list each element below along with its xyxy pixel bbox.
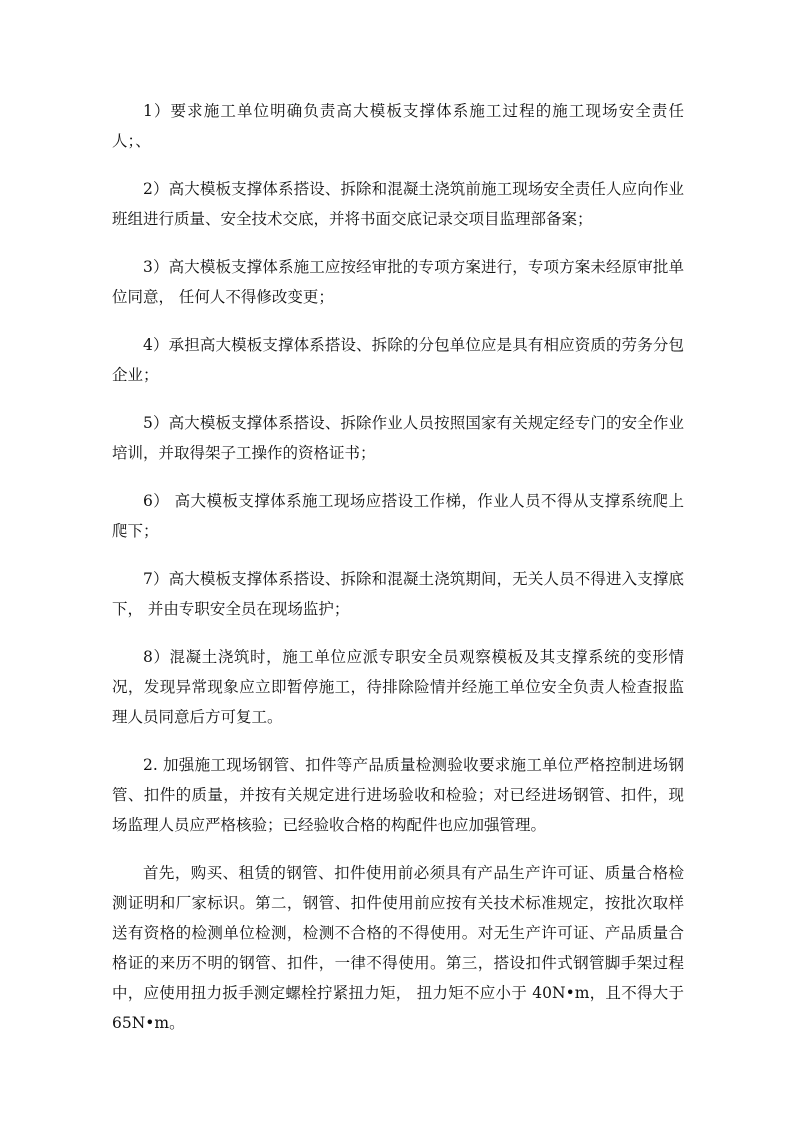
paragraph-7: 7）高大模板支撑体系搭设、拆除和混凝土浇筑期间，无关人员不得进入支撑底下， 并由专职安全员在现场监护；	[112, 570, 684, 618]
paragraph-3: 3）高大模板支撑体系施工应按经审批的专项方案进行，专项方案未经原审批单位同意， 任何人不得修改变更；	[112, 258, 684, 306]
paragraph-4: 4）承担高大模板支撑体系搭设、拆除的分包单位应是具有相应资质的劳务分包企业；	[112, 336, 684, 384]
paragraph-1: 1）要求施工单位明确负责高大模板支撑体系施工过程的施工现场安全责任人；、	[112, 102, 684, 150]
paragraph-6: 6） 高大模板支撑体系施工现场应搭设工作梯，作业人员不得从支撑系统爬上爬下；	[112, 492, 684, 540]
paragraph-section-2: 2. 加强施工现场钢管、扣件等产品质量检测验收要求施工单位严格控制进场钢管、扣件的质量，并按有关规定进行进场验收和检验；对已经进场钢管、扣件，现场监理人员应严格核验；已经验收合格的构配件也应加强管理。	[112, 756, 684, 834]
paragraph-2: 2）高大模板支撑体系搭设、拆除和混凝土浇筑前施工现场安全责任人应向作业班组进行质量、安全技术交底，并将书面交底记录交项目监理部备案；	[112, 180, 684, 228]
paragraph-8: 8）混凝土浇筑时，施工单位应派专职安全员观察模板及其支撑系统的变形情况，发现异常现象应立即暂停施工，待排除险情并经施工单位安全负责人检查报监理人员同意后方可复工。	[112, 648, 684, 726]
paragraph-5: 5）高大模板支撑体系搭设、拆除作业人员按照国家有关规定经专门的安全作业培训，并取得架子工操作的资格证书；	[112, 414, 684, 462]
paragraph-requirements: 首先，购买、租赁的钢管、扣件使用前必须具有产品生产许可证、质量合格检测证明和厂家标识。第二，钢管、扣件使用前应按有关技术标准规定，按批次取样送有资格的检测单位检测，检测不合格的不得使用。对无生产许可证、产品质量合格证的来历不明的钢管、扣件，一律不得使用。第三，搭设扣件式钢管脚手架过程中，应使用扭力扳手测定螺栓拧紧扭力矩， 扭力矩不应小于 40N•m，且不得大于 65N•m。	[112, 864, 689, 1032]
document-page	[112, 96, 689, 1038]
